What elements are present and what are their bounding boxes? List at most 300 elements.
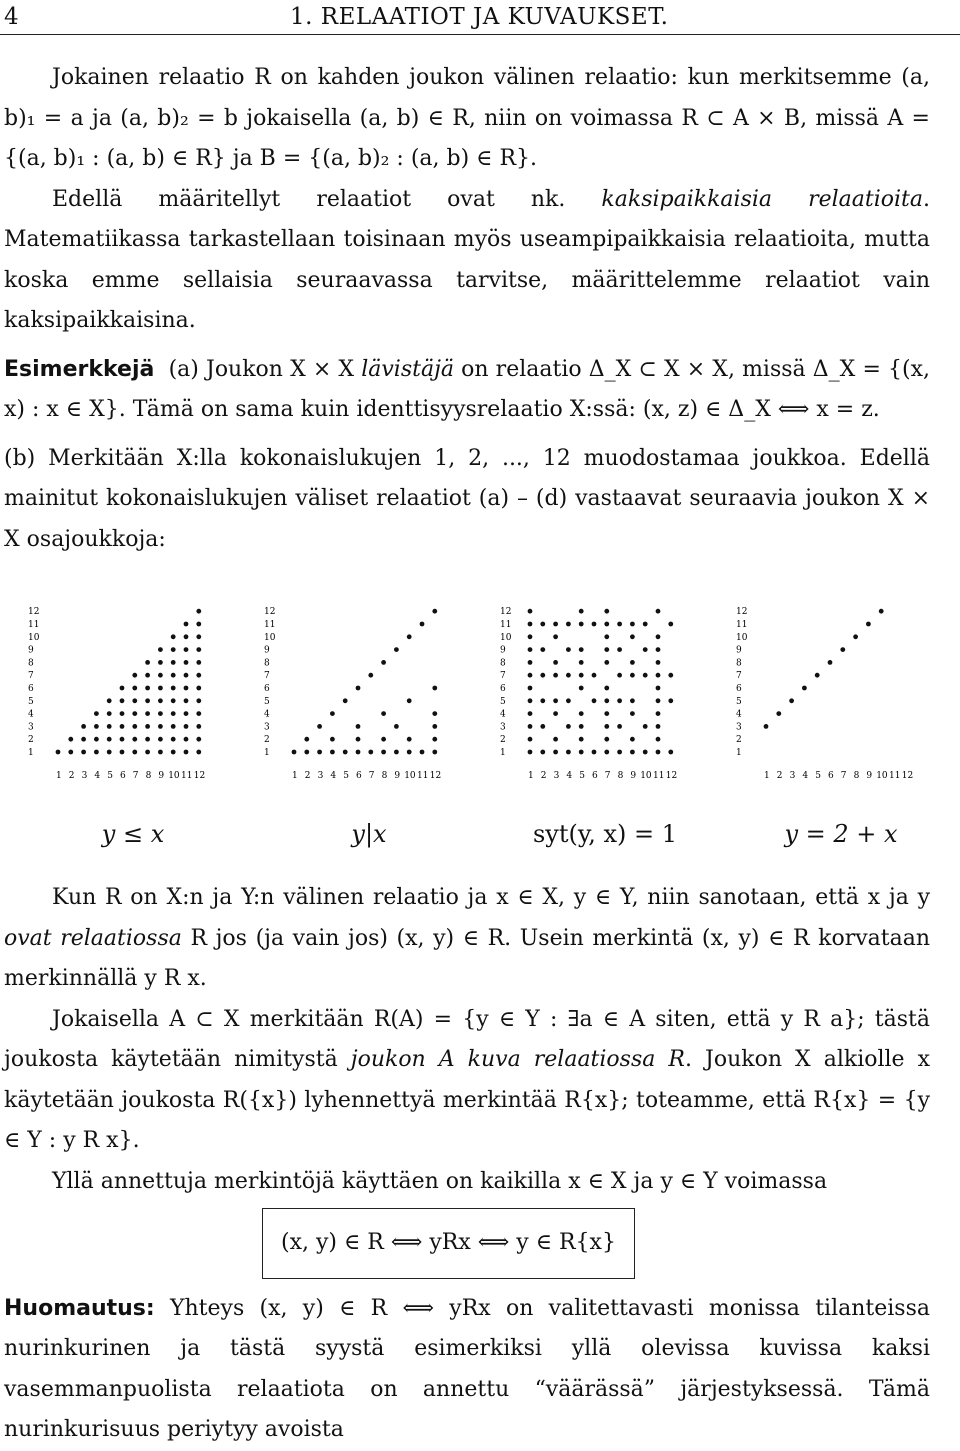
y-tick-label: 2 (736, 735, 742, 746)
relation-point (579, 622, 584, 627)
relation-point (656, 737, 661, 742)
y-tick-label: 10 (500, 632, 512, 643)
relation-point (145, 737, 150, 742)
running-title: 1. RELAATIOT JA KUVAUKSET. (290, 4, 669, 30)
relation-point (643, 724, 648, 729)
relation-point (184, 622, 189, 627)
relation-point (407, 750, 412, 755)
relation-point (630, 711, 635, 716)
relation-point (196, 750, 201, 755)
relation-point (630, 622, 635, 627)
relation-point (656, 660, 661, 665)
relation-point (145, 660, 150, 665)
relation-point (553, 622, 558, 627)
x-tick-label: 6 (828, 771, 834, 781)
relation-point (579, 686, 584, 691)
y-tick-label: 6 (500, 684, 506, 694)
relation-point (184, 737, 189, 742)
y-tick-label: 12 (28, 607, 40, 618)
relation-point (553, 634, 558, 639)
paragraph-remark (4, 1289, 930, 1451)
relation-point (630, 698, 635, 703)
x-tick-label: 10 (404, 771, 416, 781)
relation-point (120, 686, 125, 691)
relation-point (604, 724, 609, 729)
relation-point (828, 660, 833, 665)
y-tick-label: 9 (264, 645, 270, 656)
relation-point (656, 698, 661, 703)
relation-point (553, 737, 558, 742)
relation-point (579, 647, 584, 652)
relation-point (94, 711, 99, 716)
relation-point (643, 750, 648, 755)
boxed-formula: (x, y) ∈ R ⟺ yRx ⟺ y ∈ R{x} (262, 1208, 635, 1279)
x-tick-label: 3 (553, 771, 560, 781)
relation-point (196, 698, 201, 703)
relation-point (132, 686, 137, 691)
relation-point (617, 724, 622, 729)
italic-term: ovat relaatiossa (4, 925, 182, 951)
relation-point (381, 660, 386, 665)
relation-point (617, 750, 622, 755)
relation-point (381, 711, 386, 716)
relation-point (407, 634, 412, 639)
relation-point (292, 750, 297, 755)
relation-point (528, 724, 533, 729)
relation-point (604, 647, 609, 652)
relation-point (356, 750, 361, 755)
y-tick-label: 6 (736, 684, 742, 694)
relation-point (81, 724, 86, 729)
y-tick-label: 4 (500, 709, 506, 720)
y-tick-label: 12 (736, 607, 748, 618)
x-tick-label: 4 (94, 771, 101, 781)
relation-point (579, 609, 584, 614)
relation-point (145, 686, 150, 691)
relation-point (420, 622, 425, 627)
body-lower (4, 878, 930, 1451)
relation-point (432, 750, 437, 755)
relation-point (184, 634, 189, 639)
relation-point (368, 673, 373, 678)
italic-term: kaksipaikkaisia relaatioita (601, 186, 924, 212)
relation-point (528, 750, 533, 755)
relation-point (604, 686, 609, 691)
relation-point (592, 698, 597, 703)
relation-point (145, 711, 150, 716)
x-tick-label: 9 (630, 771, 637, 781)
relation-point (196, 686, 201, 691)
y-tick-label: 10 (264, 632, 276, 643)
x-tick-label: 3 (317, 771, 324, 781)
relation-point (132, 750, 137, 755)
relation-point (368, 750, 373, 755)
chart-divides (264, 602, 474, 802)
relation-point (171, 647, 176, 652)
relation-point (330, 711, 335, 716)
relation-point (604, 698, 609, 703)
x-tick-label: 7 (840, 771, 847, 781)
y-tick-label: 9 (500, 645, 506, 656)
relation-point (617, 622, 622, 627)
relation-point (196, 622, 201, 627)
relation-point (592, 622, 597, 627)
relation-point (432, 609, 437, 614)
relation-point (184, 698, 189, 703)
relation-point (81, 737, 86, 742)
relation-point (528, 622, 533, 627)
y-tick-label: 7 (500, 671, 506, 682)
relation-point (528, 609, 533, 614)
relation-point (853, 634, 858, 639)
relation-point (566, 698, 571, 703)
relation-point (132, 711, 137, 716)
x-tick-label: 4 (566, 771, 573, 781)
relation-point (394, 750, 399, 755)
relation-point (343, 750, 348, 755)
relation-point (528, 686, 533, 691)
relation-point (171, 750, 176, 755)
y-tick-label: 5 (736, 696, 742, 707)
relation-point (592, 750, 597, 755)
relation-point (394, 647, 399, 652)
y-tick-label: 3 (500, 722, 506, 733)
y-tick-label: 10 (28, 632, 40, 643)
relation-point (617, 698, 622, 703)
x-tick-label: 9 (158, 771, 165, 781)
relation-point (668, 622, 673, 627)
relation-point (656, 673, 661, 678)
relation-point (579, 711, 584, 716)
relation-point (132, 737, 137, 742)
relation-point (630, 660, 635, 665)
x-tick-label: 12 (901, 771, 914, 781)
relation-point (528, 660, 533, 665)
relation-point (643, 622, 648, 627)
relation-point (171, 634, 176, 639)
italic-term: joukon A kuva relaatiossa R (350, 1047, 685, 1072)
relation-point (68, 750, 73, 755)
relation-point (776, 711, 781, 716)
relation-point (145, 673, 150, 678)
relation-point (304, 750, 309, 755)
y-tick-label: 5 (500, 696, 506, 707)
relation-point (196, 660, 201, 665)
x-tick-label: 7 (604, 771, 611, 781)
relation-point (158, 673, 163, 678)
relation-point (592, 673, 597, 678)
y-tick-label: 4 (264, 709, 270, 720)
relation-point (553, 750, 558, 755)
relation-point (604, 634, 609, 639)
x-tick-label: 5 (343, 771, 349, 781)
relation-point (132, 673, 137, 678)
chart-plus-two-svg (736, 602, 946, 802)
x-tick-label: 9 (866, 771, 873, 781)
remark-text: Yhteys (x, y) ∈ R ⟺ yRx on valitettavasti monissa tilanteissa nurinkurinen ja tästä syystä esimerkiksi yllä olevissa kuvissa kaksi vasemmanpuolista relaatiota on annettu “väärässä” järjestyksessä. Tämä nurinkurisuus periytyy avoista (4, 1295, 930, 1442)
y-tick-label: 12 (264, 607, 276, 618)
relation-point (132, 724, 137, 729)
relation-point (630, 750, 635, 755)
x-tick-label: 12 (193, 771, 206, 781)
relation-point (656, 609, 661, 614)
relation-point (604, 750, 609, 755)
relation-point (184, 647, 189, 652)
relation-point (107, 750, 112, 755)
y-tick-label: 2 (264, 735, 270, 746)
y-tick-label: 2 (500, 735, 506, 746)
relation-point (145, 724, 150, 729)
relation-point (604, 711, 609, 716)
text-span: Edellä määritellyt relaatiot ovat nk. (52, 186, 602, 212)
relation-point (656, 724, 661, 729)
y-tick-label: 9 (736, 645, 742, 656)
examples-label: Esimerkkejä (4, 356, 155, 382)
relation-point (158, 737, 163, 742)
relation-point (184, 686, 189, 691)
relation-point (764, 724, 769, 729)
x-tick-label: 4 (330, 771, 337, 781)
relation-point (107, 737, 112, 742)
relation-point (643, 647, 648, 652)
text-span: (a) Joukon X × X (168, 356, 362, 382)
relation-point (432, 686, 437, 691)
relation-point (107, 711, 112, 716)
y-tick-label: 3 (28, 722, 34, 733)
x-tick-label: 10 (876, 771, 888, 781)
relation-point (789, 698, 794, 703)
relation-point (566, 622, 571, 627)
text-span: Jokaisella A ⊂ X merkitään R(A) = {y ∈ Y : ∃a ∈ A siten, että y R a}; tästä joukosta käytetään nimitystä (4, 1006, 930, 1072)
x-tick-label: 5 (579, 771, 585, 781)
relation-point (171, 686, 176, 691)
relation-point (317, 750, 322, 755)
y-tick-label: 5 (28, 696, 34, 707)
relation-point (158, 750, 163, 755)
relation-point (617, 673, 622, 678)
relation-point (566, 673, 571, 678)
header-rule (0, 34, 960, 35)
x-tick-label: 2 (68, 771, 75, 781)
relation-point (668, 698, 673, 703)
relation-point (196, 634, 201, 639)
relation-point (604, 622, 609, 627)
relation-point (381, 737, 386, 742)
relation-point (317, 724, 322, 729)
x-tick-label: 11 (653, 771, 665, 781)
relation-point (420, 750, 425, 755)
relation-point (432, 737, 437, 742)
relation-point (668, 673, 673, 678)
relation-point (184, 724, 189, 729)
y-tick-label: 2 (28, 735, 34, 746)
caption-plus-two: y = 2 + x (784, 820, 898, 848)
relation-point (879, 609, 884, 614)
x-tick-label: 2 (540, 771, 547, 781)
paragraph-relation-definition: Jokainen relaatio R on kahden joukon välinen relaatio: kun merkitsemme (a, b)₁ = a ja (a, b)₂ = b jokaisella (a, b) ∈ R, niin on voimassa R ⊂ A × B, missä A = {(a, b)₁ : (a, b) ∈ R} ja B = {(a, b)₂ : (a, b) ∈ R}. (4, 65, 930, 171)
relation-point (656, 686, 661, 691)
relation-point (528, 711, 533, 716)
relation-point (407, 698, 412, 703)
relation-point (432, 724, 437, 729)
relation-point (94, 724, 99, 729)
y-tick-label: 8 (264, 658, 270, 669)
relation-point (656, 647, 661, 652)
relation-point (343, 698, 348, 703)
chart-coprime-svg (500, 602, 710, 802)
y-tick-label: 7 (736, 671, 742, 682)
paragraph-image-of-set (4, 1000, 930, 1162)
relation-point (540, 724, 545, 729)
relation-point (630, 737, 635, 742)
x-tick-label: 1 (764, 771, 770, 781)
page-header (0, 0, 960, 36)
relation-point (304, 737, 309, 742)
x-tick-label: 3 (789, 771, 796, 781)
relation-point (158, 698, 163, 703)
chart-leq (28, 602, 238, 802)
relation-point (579, 673, 584, 678)
x-tick-label: 7 (132, 771, 139, 781)
relation-point (579, 750, 584, 755)
relation-point (196, 737, 201, 742)
x-tick-label: 2 (776, 771, 783, 781)
x-tick-label: 2 (304, 771, 311, 781)
x-tick-label: 8 (853, 771, 860, 781)
relation-point (656, 711, 661, 716)
y-tick-label: 6 (264, 684, 270, 694)
relation-point (604, 737, 609, 742)
relation-point (120, 750, 125, 755)
body-upper (4, 58, 930, 560)
x-tick-label: 6 (120, 771, 126, 781)
relation-point (81, 750, 86, 755)
x-tick-label: 11 (417, 771, 429, 781)
relation-point (579, 737, 584, 742)
relation-point (540, 622, 545, 627)
y-tick-label: 10 (736, 632, 748, 643)
y-tick-label: 6 (28, 684, 34, 694)
x-tick-label: 5 (815, 771, 821, 781)
relation-point (802, 686, 807, 691)
relation-point (604, 660, 609, 665)
x-tick-label: 5 (107, 771, 113, 781)
y-tick-label: 11 (500, 620, 512, 630)
relation-point (553, 660, 558, 665)
relation-point (107, 698, 112, 703)
relation-point (196, 609, 201, 614)
relation-point (184, 750, 189, 755)
y-tick-label: 8 (28, 658, 34, 669)
x-tick-label: 8 (381, 771, 388, 781)
x-tick-label: 9 (394, 771, 401, 781)
relation-point (566, 724, 571, 729)
x-tick-label: 11 (889, 771, 901, 781)
x-tick-label: 10 (168, 771, 180, 781)
caption-leq: y ≤ x (101, 820, 165, 848)
paragraph-in-relation (4, 878, 930, 1000)
relation-point (120, 737, 125, 742)
relation-point (330, 750, 335, 755)
y-tick-label: 4 (28, 709, 34, 720)
relation-point (432, 711, 437, 716)
relation-point (196, 673, 201, 678)
relation-point (158, 724, 163, 729)
x-tick-label: 6 (592, 771, 598, 781)
relation-point (330, 737, 335, 742)
relation-point (540, 750, 545, 755)
y-tick-label: 7 (264, 671, 270, 682)
paragraph-binary-relations (4, 180, 930, 342)
relation-point (120, 724, 125, 729)
relation-point (158, 660, 163, 665)
relation-point (579, 724, 584, 729)
x-tick-label: 3 (81, 771, 88, 781)
relation-point (553, 698, 558, 703)
relation-point (553, 711, 558, 716)
paragraph-notation: Yllä annettuja merkintöjä käyttäen on kaikilla x ∈ X ja y ∈ Y voimassa (52, 1168, 828, 1194)
y-tick-label: 9 (28, 645, 34, 656)
relation-point (196, 711, 201, 716)
relation-point (407, 737, 412, 742)
y-tick-label: 1 (28, 748, 34, 758)
relation-point (553, 673, 558, 678)
y-tick-label: 5 (264, 696, 270, 707)
relation-point (815, 673, 820, 678)
text-span: . Matematiikassa tarkastellaan toisinaan myös useampipaikkaisia relaatioita, mutta koska emme sellaisia seuraavassa tarvitse, määrittelemme relaatiot vain kaksipaikkaisina. (4, 186, 931, 333)
y-tick-label: 11 (736, 620, 748, 630)
x-tick-label: 1 (528, 771, 534, 781)
x-tick-label: 1 (292, 771, 298, 781)
x-tick-label: 11 (181, 771, 193, 781)
relation-point (656, 750, 661, 755)
relation-point (866, 622, 871, 627)
relation-point (145, 750, 150, 755)
relation-point (566, 647, 571, 652)
relation-point (656, 634, 661, 639)
y-tick-label: 3 (736, 722, 742, 733)
x-tick-label: 7 (368, 771, 375, 781)
relation-point (356, 686, 361, 691)
relation-point (171, 711, 176, 716)
relation-point (158, 686, 163, 691)
y-tick-label: 11 (28, 620, 40, 630)
caption-divides: y|x (351, 820, 387, 848)
paragraph-examples-a (4, 350, 930, 431)
relation-point (68, 737, 73, 742)
relation-point (158, 647, 163, 652)
paragraph-examples-b: (b) Merkitään X:lla kokonaislukujen 1, 2, ..., 12 muodostamaa joukkoa. Edellä mainitut kokonaislukujen väliset relaatiot (a) – (d) vastaavat seuraavia joukon X × X osajoukkoja: (4, 445, 930, 552)
y-tick-label: 12 (500, 607, 512, 618)
relation-point (196, 724, 201, 729)
remark-title: Huomautus: (4, 1295, 155, 1321)
text-span: Kun R on X:n ja Y:n välinen relaatio ja x ∈ X, y ∈ Y, niin sanotaan, että x ja y (52, 885, 930, 910)
relation-point (158, 711, 163, 716)
relation-point (184, 673, 189, 678)
relation-point (540, 698, 545, 703)
relation-point (528, 737, 533, 742)
text-span: on relaatio Δ_X ⊂ X × X, missä Δ_X = {(x, x) : x ∈ X}. Tämä on sama kuin identtisyysrelaatio X:ssä: (x, z) ∈ Δ_X ⟺ x = z. (4, 356, 930, 422)
relation-point (643, 673, 648, 678)
relation-point (94, 737, 99, 742)
relation-point (630, 673, 635, 678)
relation-point (171, 698, 176, 703)
relation-point (56, 750, 61, 755)
relation-point (394, 724, 399, 729)
relation-point (528, 634, 533, 639)
y-tick-label: 1 (500, 748, 506, 758)
x-tick-label: 8 (145, 771, 152, 781)
